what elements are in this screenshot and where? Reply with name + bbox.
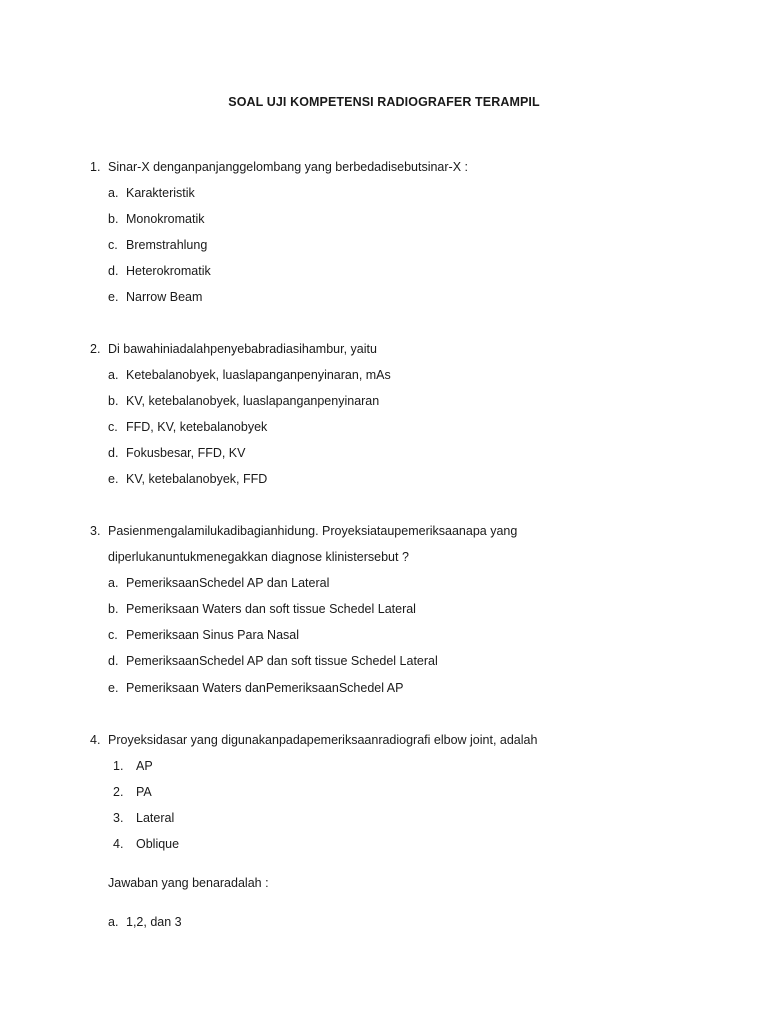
option-text: Ketebalanobyek, luaslapanganpenyinaran, mAs	[126, 368, 391, 382]
option-label: a.	[108, 368, 119, 382]
question-text: Di bawahiniadalahpenyebabradiasihambur, yaitu	[108, 342, 377, 356]
option-text: Narrow Beam	[126, 290, 203, 304]
option-text: Pemeriksaan Waters danPemeriksaanSchedel AP	[126, 681, 404, 695]
statement-text: AP	[136, 759, 153, 773]
option-label: e.	[108, 290, 119, 304]
option-label: e.	[108, 681, 119, 695]
option-text: Monokromatik	[126, 212, 205, 226]
question-text: Pasienmengalamilukadibagianhidung. Proyeksiataupemeriksaanapa yang	[108, 524, 518, 538]
option-label: c.	[108, 420, 118, 434]
option-label: b.	[108, 394, 119, 408]
option-text: KV, ketebalanobyek, luaslapanganpenyinaran	[126, 394, 380, 408]
statement-number: 3.	[113, 811, 124, 825]
answer-prompt: Jawaban yang benaradalah :	[108, 876, 269, 890]
option-label: a.	[108, 186, 119, 200]
option-label: b.	[108, 212, 119, 226]
question-number: 4.	[90, 733, 101, 747]
option-text: Fokusbesar, FFD, KV	[126, 446, 246, 460]
question-text: Sinar-X denganpanjanggelombang yang berbedadisebutsinar-X :	[108, 160, 468, 174]
question-number: 3.	[90, 524, 101, 538]
question-text: Proyeksidasar yang digunakanpadapemeriksaanradiografi elbow joint, adalah	[108, 733, 538, 747]
option-text: KV, ketebalanobyek, FFD	[126, 472, 268, 486]
option-label: a.	[108, 915, 119, 929]
page-title: SOAL UJI KOMPETENSI RADIOGRAFER TERAMPIL	[228, 95, 540, 109]
option-label: d.	[108, 264, 119, 278]
option-text: PemeriksaanSchedel AP dan soft tissue Schedel Lateral	[126, 654, 438, 668]
option-label: b.	[108, 602, 119, 616]
option-text: PemeriksaanSchedel AP dan Lateral	[126, 576, 330, 590]
statement-number: 1.	[113, 759, 124, 773]
option-text: Pemeriksaan Waters dan soft tissue Schedel Lateral	[126, 602, 416, 616]
option-text: Heterokromatik	[126, 264, 211, 278]
question-number: 1.	[90, 160, 101, 174]
option-text: Bremstrahlung	[126, 238, 208, 252]
option-label: a.	[108, 576, 119, 590]
option-text: Pemeriksaan Sinus Para Nasal	[126, 628, 299, 642]
option-text: FFD, KV, ketebalanobyek	[126, 420, 268, 434]
question-text-continued: diperlukanuntukmenegakkan diagnose klinistersebut ?	[108, 550, 409, 564]
statement-text: PA	[136, 785, 152, 799]
option-label: c.	[108, 628, 118, 642]
question-number: 2.	[90, 342, 101, 356]
statement-number: 2.	[113, 785, 124, 799]
statement-text: Lateral	[136, 811, 175, 825]
option-label: d.	[108, 654, 119, 668]
option-label: e.	[108, 472, 119, 486]
option-text: 1,2, dan 3	[126, 915, 182, 929]
statement-text: Oblique	[136, 837, 180, 851]
option-label: d.	[108, 446, 119, 460]
option-text: Karakteristik	[126, 186, 195, 200]
option-label: c.	[108, 238, 118, 252]
statement-number: 4.	[113, 837, 124, 851]
